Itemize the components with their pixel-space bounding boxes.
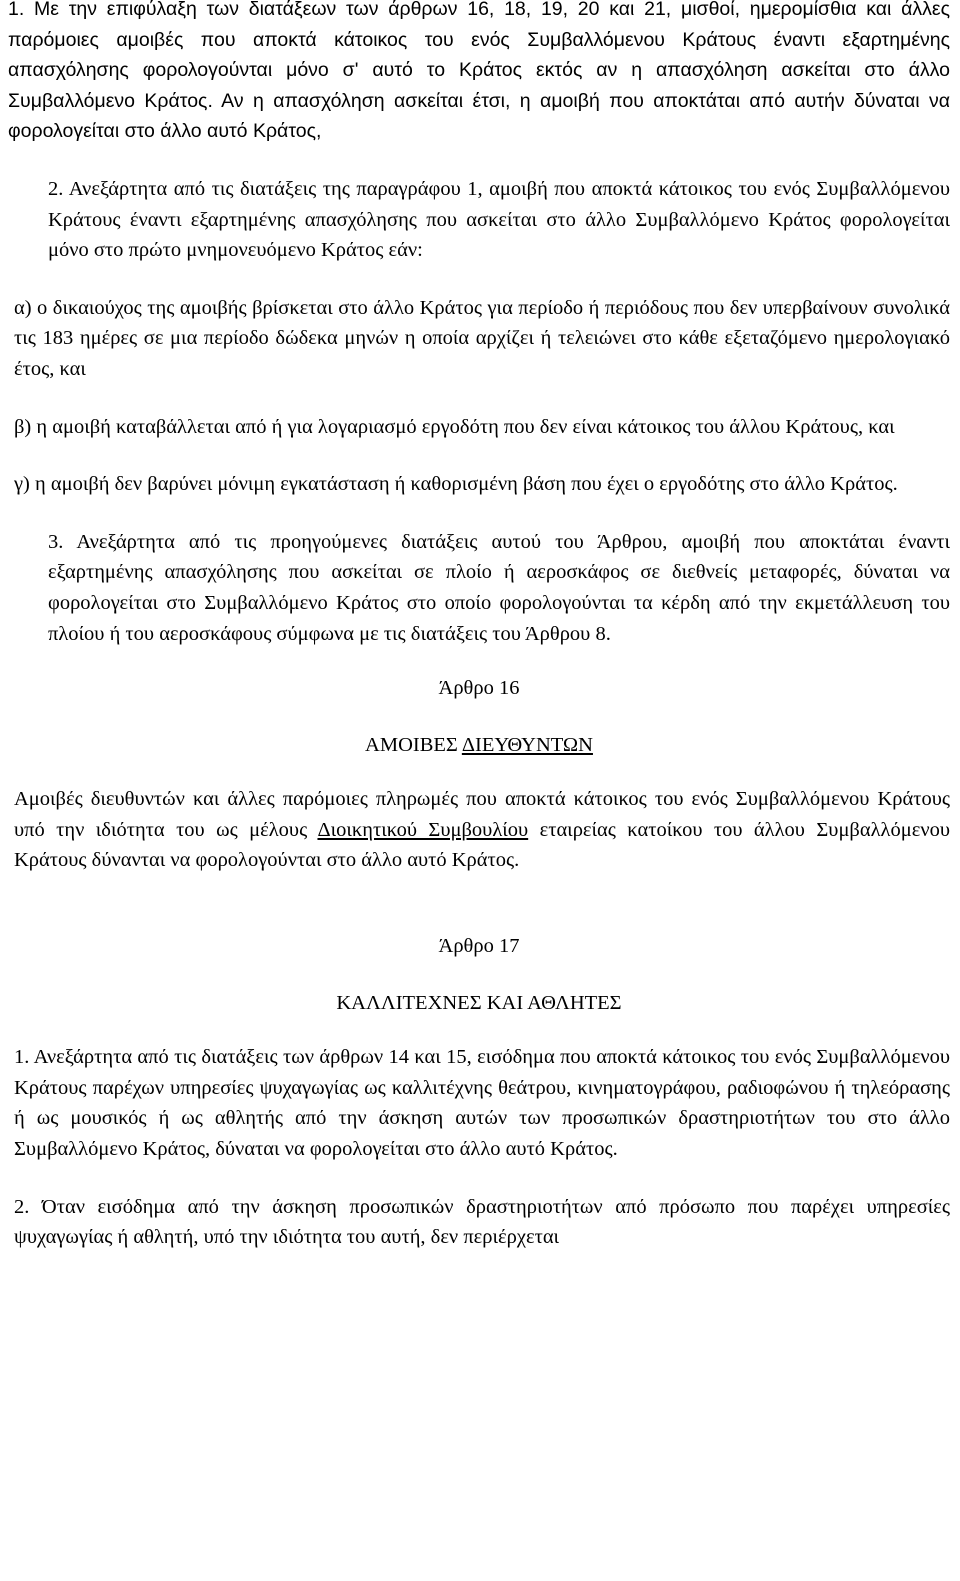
article-15-item-a: α) ο δικαιούχος της αμοιβής βρίσκεται στο άλλο Κράτος για περίοδο ή περιόδους που δεν υπερβαίνουν συνολικά τις 183 ημέρες σε μια περίοδο δώδεκα μηνών η οποία αρχίζει ή τελειώνει στο κάθε εξεταζόμενο ημερολογιακό έτος, και bbox=[14, 296, 950, 380]
article-17-paragraph-1: 1. Ανεξάρτητα από τις διατάξεις των άρθρων 14 και 15, εισόδημα που αποκτά κάτοικος του ενός Συμβαλλόμενου Κράτους παρέχων υπηρεσίες ψυχαγωγίας ως καλλιτέχνης θεάτρου, κινηματογράφου, ραδιοφώνου ή τηλεόρασης ή ως μουσικός ή ως αθλητής από την άσκηση αυτών των προσωπικών δραστηριοτήτων του στο άλλο Συμβαλλόμενο Κράτος, δύναται να φορολογείται στο άλλο αυτό Κράτος. bbox=[14, 1046, 950, 1161]
article-16-text-part-2: Διοικητικού Συμβουλίου bbox=[317, 818, 529, 841]
article-15-paragraph-2: 2. Ανεξάρτητα από τις διατάξεις της παραγράφου 1, αμοιβή που αποκτά κάτοικος του ενός Συμβαλλόμενου Κράτους έναντι εξαρτημένης απασχόλησης που ασκείται στο άλλο Συμβαλλόμενο Κράτος φορολογείται μόνο στο πρώτο μνημονευόμενο Κράτος εάν: bbox=[48, 177, 950, 262]
article-16-text-part-3: εταιρείας κατοίκου του άλλου Συμβαλλόμενου Κράτους δύνανται να φορολογούνται στο άλλο αυτό Κράτος. bbox=[14, 818, 950, 872]
article-16-text-part-1: Αμοιβές διευθυντών και άλλες παρόμοιες πληρωμές που αποκτά κάτοικος του ενός Συμβαλλόμενου Κράτους υπό την ιδιότητα του ως μέλους bbox=[14, 788, 950, 841]
article-15-item-c: γ) η αμοιβή δεν βαρύνει μόνιμη εγκατάσταση ή καθορισμένη βάση που έχει ο εργοδότης στο άλλο Κράτος. bbox=[14, 473, 898, 496]
article-15-paragraph-3: 3. Ανεξάρτητα από τις προηγούμενες διατάξεις αυτού του Άρθρου, αμοιβή που αποκτάται έναντι εξαρτημένης απασχόλησης που ασκείται σε πλοίο ή αεροσκάφος σε διεθνείς μεταφορές, δύναται να φορολογείται στο Συμβαλλόμενο Κράτος στο οποίο φορολογούνται τα κέρδη από την εκμετάλλευση του πλοίου ή του αεροσκάφους σύμφωνα με τις διατάξεις του Άρθρου 8. bbox=[48, 530, 950, 645]
article-17-heading: Άρθρο 17 bbox=[438, 935, 520, 958]
document-page bbox=[8, 0, 950, 1253]
article-16-text bbox=[8, 784, 950, 876]
article-17-title: ΚΑΛΛΙΤΕΧΝΕΣ ΚΑΙ ΑΘΛΗΤΕΣ bbox=[336, 991, 622, 1014]
article-16-title-part-2: ΔΙΕΥΘΥΝΤΩΝ bbox=[461, 733, 593, 756]
article-15-item-b: β) η αμοιβή καταβάλλεται από ή για λογαριασμό εργοδότη που δεν είναι κάτοικος του άλλου Κράτους, και bbox=[14, 415, 895, 438]
article-17-paragraph-2: 2. Όταν εισόδημα από την άσκηση προσωπικών δραστηριοτήτων από πρόσωπο που παρέχει υπηρεσίες ψυχαγωγίας ή αθλητή, υπό την ιδιότητα του αυτή, δεν περιέρχεται bbox=[14, 1195, 950, 1249]
article-15-paragraph-1: 1. Με την επιφύλαξη των διατάξεων των άρθρων 16, 18, 19, 20 και 21, μισθοί, ημερομίσθια και άλλες παρόμοιες αμοιβές που αποκτά κάτοικος του ενός Συμβαλλόμενου Κράτους έναντι εξαρτημένης απασχόλησης φορολογούνται μόνο σ' αυτό το Κράτος εκτός αν η απασχόληση ασκείται στο άλλο Συμβαλλόμενο Κράτος. Αν η απασχόληση ασκείται έτσι, η αμοιβή που αποκτάται από αυτήν δύναται να φορολογείται στο άλλο αυτό Κράτος, bbox=[8, 0, 950, 143]
article-16-title-part-1: ΑΜΟΙΒΕΣ bbox=[365, 733, 462, 756]
article-16-heading: Άρθρο 16 bbox=[438, 677, 520, 700]
article-16-title bbox=[8, 730, 950, 761]
